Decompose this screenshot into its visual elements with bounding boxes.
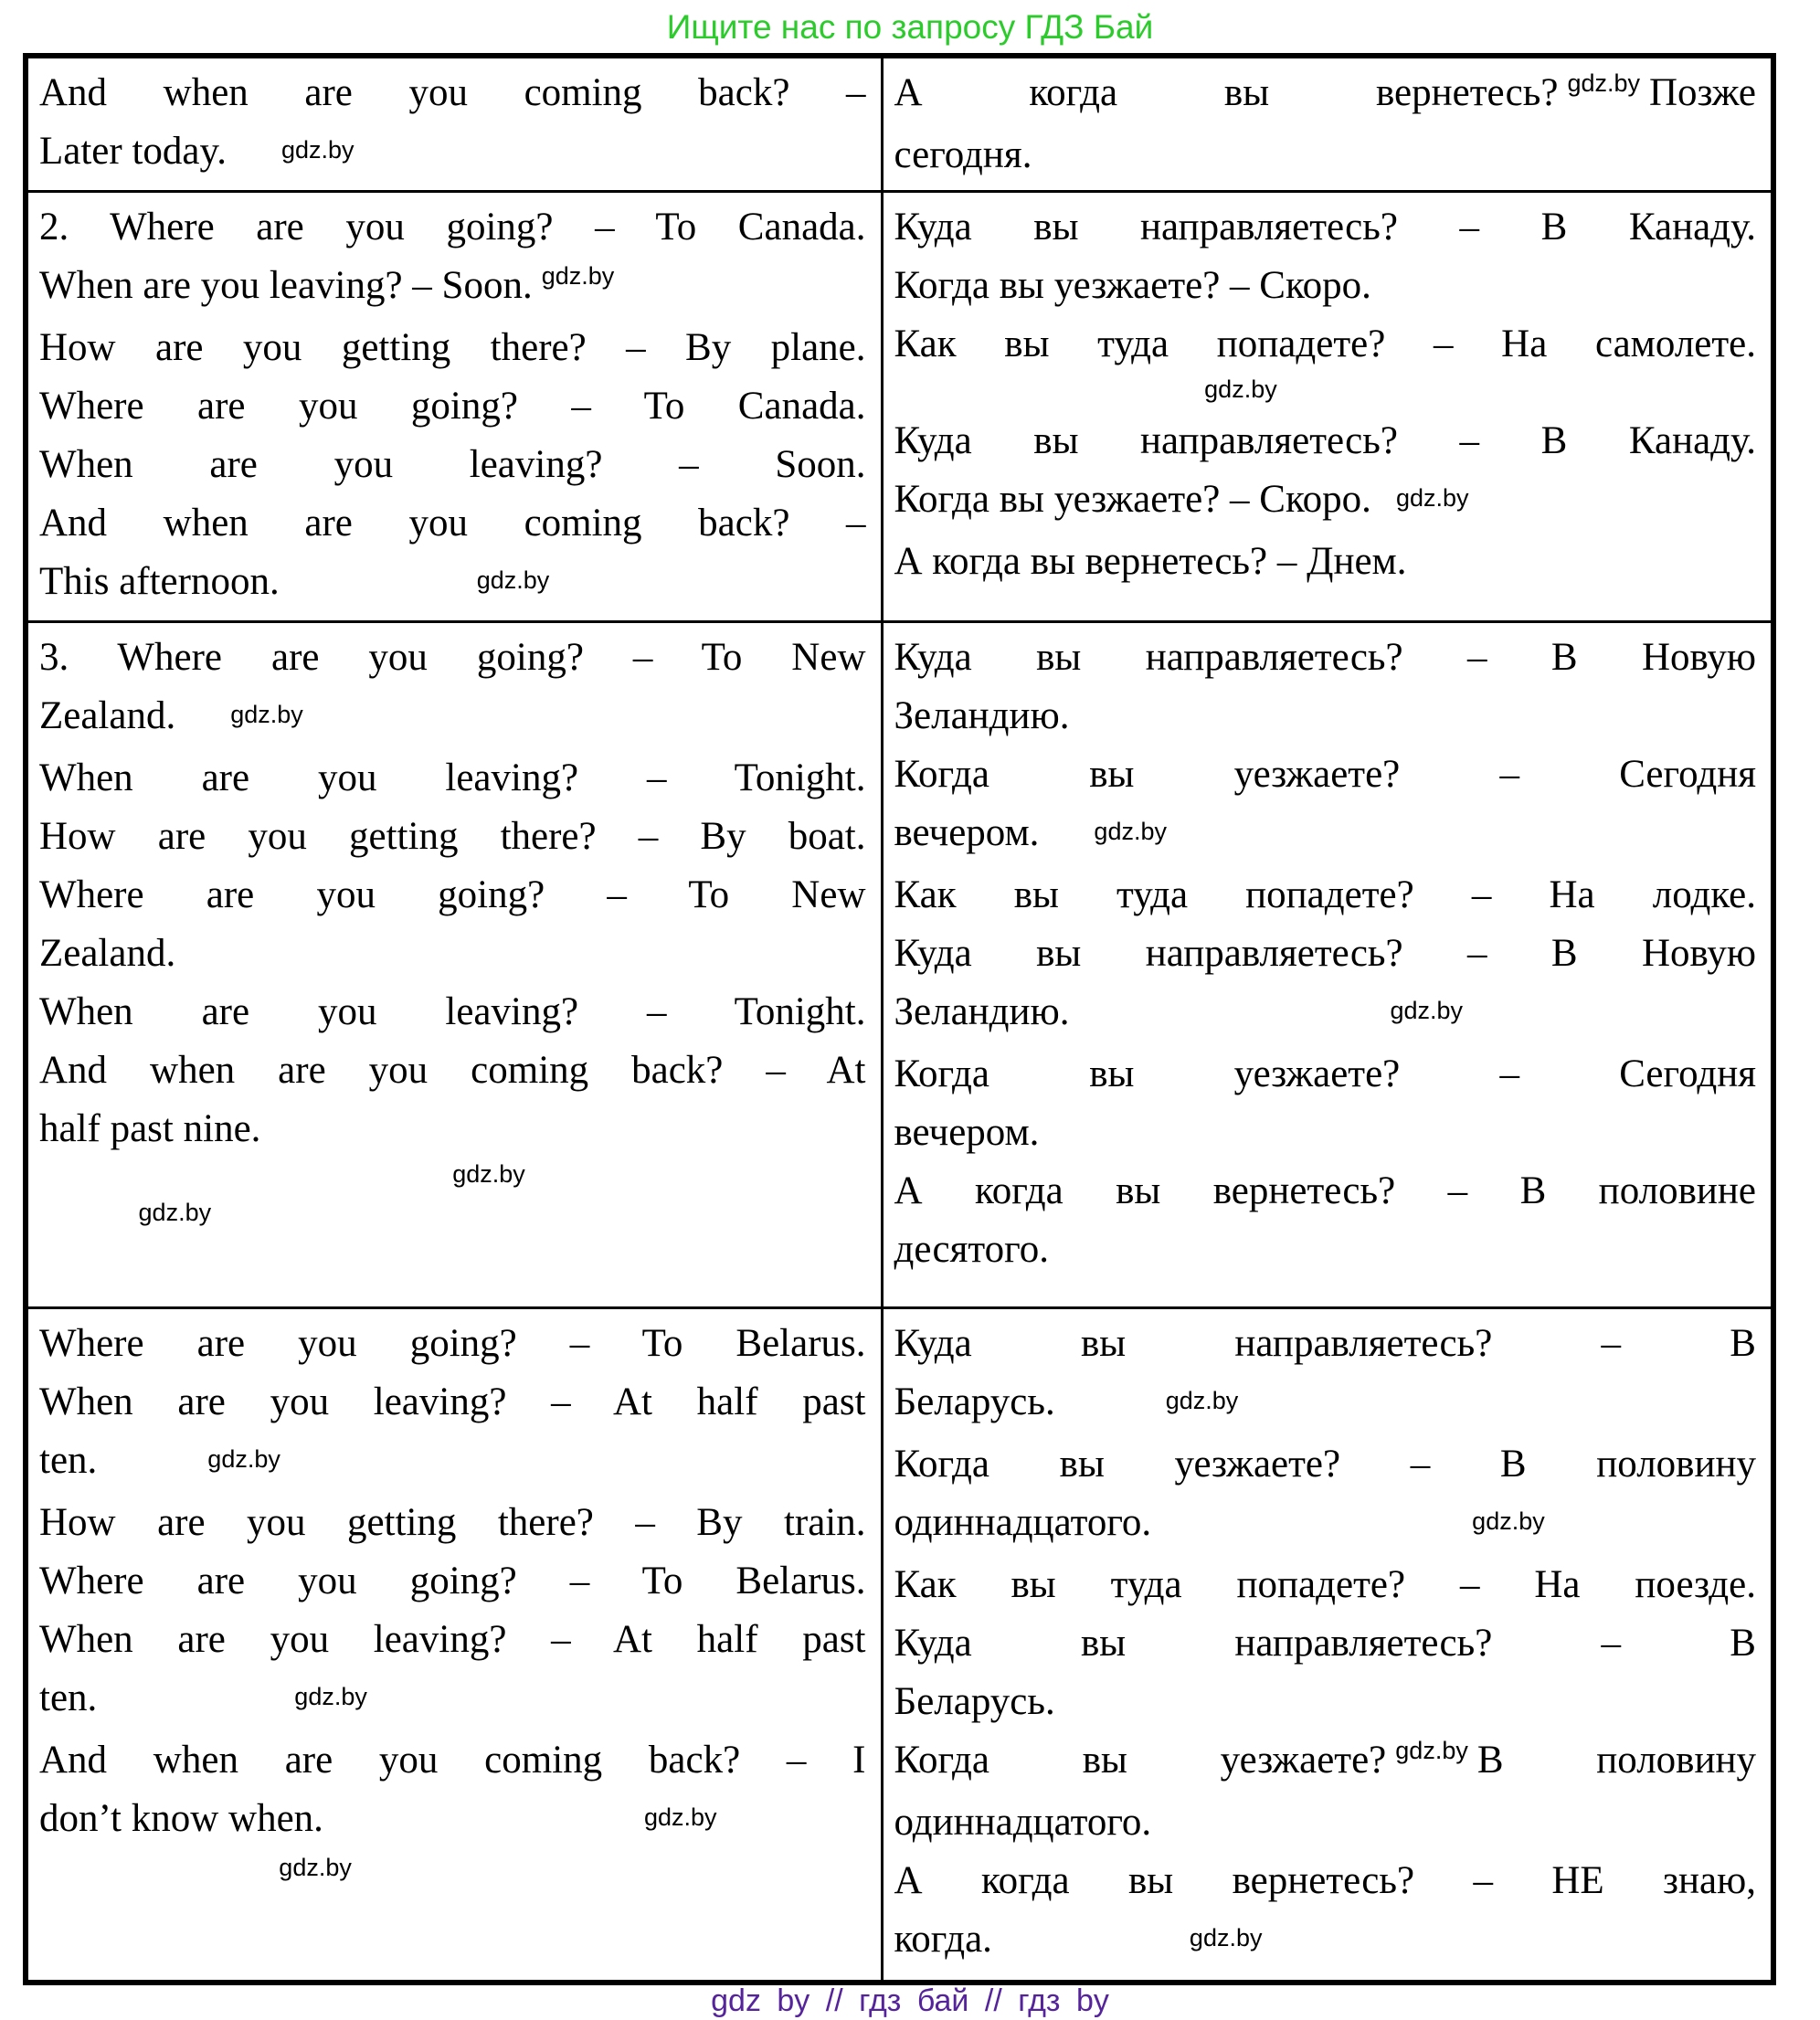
text-line	[39, 1315, 866, 1373]
text-line	[39, 494, 866, 553]
dialogue-text: And when are you coming back? –	[39, 502, 866, 545]
dialogue-text: How are you getting there? – By train.	[39, 1501, 866, 1544]
text-line	[894, 925, 1757, 983]
gdz-watermark: gdz.by	[294, 1683, 367, 1710]
text-line	[39, 866, 866, 925]
text-line	[894, 1162, 1757, 1221]
gdz-watermark: gdz.by	[541, 262, 615, 290]
dialogue-text: Куда вы направляетесь? – В	[894, 1322, 1756, 1365]
dialogue-text: одиннадцатого.	[894, 1801, 1152, 1844]
dialogue-text: Как вы туда попадете? – На лодке.	[894, 873, 1756, 916]
dialogue-text: And when are you coming back? –	[39, 71, 866, 114]
dialogue-text: Where are you going? – To New	[39, 873, 866, 916]
text-line	[39, 983, 866, 1042]
text-line	[894, 866, 1757, 925]
dialogue-text: Куда вы направляетесь? – В Новую	[894, 636, 1756, 679]
gdz-watermark: gdz.by	[1390, 997, 1464, 1024]
text-line	[39, 1432, 866, 1494]
text-line	[39, 257, 866, 319]
dialogue-text: half past nine.	[39, 1107, 261, 1150]
text-line	[894, 983, 1757, 1045]
text-line	[894, 1373, 1757, 1435]
text-line	[894, 64, 1757, 126]
dialogue-text: How are you getting there? – By plane.	[39, 326, 866, 369]
dialogue-text: А когда вы вернетесь?	[894, 71, 1559, 114]
gdz-watermark: gdz.by	[1094, 818, 1167, 845]
text-line	[894, 374, 1757, 412]
text-line	[894, 1731, 1757, 1793]
gdz-watermark: gdz.by	[1165, 1387, 1239, 1414]
dialogue-text: How are you getting there? – By boat.	[39, 815, 866, 858]
text-line	[894, 1494, 1757, 1556]
text-line	[894, 746, 1757, 804]
dialogue-text: сегодня.	[894, 133, 1032, 176]
text-line	[894, 1435, 1757, 1494]
cell-english-dialogue	[26, 622, 882, 1308]
text-line	[39, 629, 866, 687]
dialogue-text: When are you leaving? – Soon.	[39, 443, 866, 486]
dialogue-text: ten.	[39, 1439, 98, 1482]
text-line	[894, 198, 1757, 257]
text-line	[39, 1552, 866, 1611]
text-line	[39, 1373, 866, 1432]
text-line	[39, 1731, 866, 1790]
text-line	[894, 1793, 1757, 1852]
text-line	[894, 1315, 1757, 1373]
text-line	[39, 1100, 866, 1158]
text-line	[39, 198, 866, 257]
gdz-watermark: gdz.by	[476, 566, 550, 594]
table-row	[26, 622, 1773, 1308]
gdz-watermark: gdz.by	[1472, 1507, 1545, 1535]
dialogue-text: Беларусь.	[894, 1680, 1055, 1723]
dialogue-text: Беларусь.	[894, 1380, 1055, 1423]
dialogue-text: Зеландию.	[894, 990, 1070, 1033]
dialogue-text: ten.	[39, 1676, 98, 1719]
text-line	[894, 315, 1757, 374]
text-line	[39, 122, 866, 185]
text-line	[894, 471, 1757, 533]
text-line	[39, 1790, 866, 1852]
text-line	[894, 687, 1757, 746]
text-line	[894, 1221, 1757, 1279]
dialogue-text: don’t know when.	[39, 1797, 323, 1840]
dialogue-text: Куда вы направляетесь? – В Новую	[894, 932, 1756, 975]
dialogue-text: А когда вы вернетесь? – В половине	[894, 1169, 1756, 1212]
dialogue-text: Когда вы уезжаете? – В половину	[894, 1443, 1756, 1486]
gdz-watermark: gdz.by	[643, 1803, 717, 1831]
text-line	[39, 377, 866, 436]
text-line	[39, 687, 866, 749]
dialogue-text: This afternoon.	[39, 560, 280, 603]
dialogue-text: And when are you coming back? – I	[39, 1739, 866, 1782]
text-line	[39, 1042, 866, 1100]
dialogue-text: When are you leaving? – At half past	[39, 1618, 866, 1661]
text-line	[39, 808, 866, 866]
dialogue-text: десятого.	[894, 1228, 1049, 1271]
dialogue-text: Where are you going? – To Canada.	[39, 385, 866, 428]
gdz-watermark: gdz.by	[207, 1445, 280, 1473]
dialogue-text: Как вы туда попадете? – На поезде.	[894, 1563, 1756, 1606]
dialogue-text: вечером.	[894, 811, 1040, 854]
dialogue-text: Zealand.	[39, 694, 176, 737]
dialogue-text: Когда вы уезжаете?	[894, 1739, 1387, 1782]
text-line	[894, 412, 1757, 471]
text-line	[39, 1852, 866, 1890]
dialogue-text: Когда вы уезжаете? – Сегодня	[894, 1052, 1756, 1095]
gdz-watermark: gdz.by	[280, 136, 354, 164]
dialogue-text: Куда вы направляетесь? – В Канаду.	[894, 206, 1756, 249]
gdz-watermark: gdz.by	[1204, 375, 1277, 403]
gdz-watermark: gdz.by	[1567, 69, 1640, 97]
gdz-watermark: gdz.by	[230, 701, 303, 728]
dialogue-text: 3. Where are you going? – To New	[39, 636, 866, 679]
dialogue-text: А когда вы вернетесь? – Днем.	[894, 540, 1407, 583]
dialogue-text: В половину	[1476, 1739, 1756, 1782]
text-line	[894, 1556, 1757, 1614]
table-row	[26, 192, 1773, 622]
header-search-hint: Ищите нас по запросу ГДЗ Бай	[666, 8, 1154, 46]
gdz-watermark: gdz.by	[1395, 1737, 1468, 1764]
text-line	[894, 126, 1757, 185]
gdz-watermark: gdz.by	[1395, 484, 1469, 512]
dialogue-text: When are you leaving? – Tonight.	[39, 990, 866, 1033]
dialogue-text: Zealand.	[39, 932, 176, 975]
cell-english-dialogue	[26, 192, 882, 622]
dialogue-text: And when are you coming back? – At	[39, 1049, 866, 1092]
dialogue-text: When are you leaving? – Soon.	[39, 264, 533, 307]
dialogue-text: вечером.	[894, 1111, 1040, 1154]
dialogue-text: одиннадцатого.	[894, 1501, 1152, 1544]
dialogue-text: когда.	[894, 1918, 992, 1961]
dialogue-text: When are you leaving? – Tonight.	[39, 756, 866, 799]
dialogue-text: Where are you going? – To Belarus.	[39, 1560, 866, 1602]
text-line	[894, 257, 1757, 315]
text-line	[39, 64, 866, 122]
cell-russian-translation	[882, 622, 1773, 1308]
text-line	[894, 1852, 1757, 1910]
gdz-watermark: gdz.by	[452, 1160, 525, 1188]
text-line	[894, 533, 1757, 591]
dialogue-text: When are you leaving? – At half past	[39, 1380, 866, 1423]
table-row	[26, 56, 1773, 192]
text-line	[39, 1494, 866, 1552]
dialogue-text: Later today.	[39, 130, 227, 173]
table-row	[26, 1308, 1773, 1983]
dialogue-text: Куда вы направляетесь? – В Канаду.	[894, 419, 1756, 462]
cell-russian-translation	[882, 1308, 1773, 1983]
text-line	[894, 1614, 1757, 1673]
text-line	[894, 804, 1757, 866]
text-line	[39, 1611, 866, 1669]
text-line	[894, 629, 1757, 687]
text-line	[39, 749, 866, 808]
dialogue-text: Когда вы уезжаете? – Сегодня	[894, 753, 1756, 796]
cell-english-dialogue	[26, 56, 882, 192]
dialogue-text: А когда вы вернетесь? – НЕ знаю,	[894, 1859, 1756, 1902]
gdz-watermark: gdz.by	[138, 1199, 212, 1226]
dialogue-text: Позже	[1649, 71, 1756, 114]
text-line	[39, 1669, 866, 1731]
text-line	[894, 1673, 1757, 1731]
dialogue-text: Where are you going? – To Belarus.	[39, 1322, 866, 1365]
dialogue-text: Куда вы направляетесь? – В	[894, 1622, 1756, 1665]
dialogue-text: Когда вы уезжаете? – Скоро.	[894, 478, 1371, 521]
text-line	[894, 1910, 1757, 1972]
text-line	[894, 1045, 1757, 1104]
text-line	[39, 436, 866, 494]
text-line	[39, 1197, 866, 1235]
text-line	[39, 1158, 866, 1197]
cell-russian-translation	[882, 192, 1773, 622]
dialogue-text: Когда вы уезжаете? – Скоро.	[894, 264, 1371, 307]
text-line	[39, 319, 866, 377]
gdz-watermark: gdz.by	[1189, 1924, 1263, 1951]
answers-table	[23, 53, 1776, 1985]
dialogue-text: Зеландию.	[894, 694, 1070, 737]
answers-table-body	[26, 56, 1773, 1983]
cell-english-dialogue	[26, 1308, 882, 1983]
gdz-watermark: gdz.by	[279, 1854, 352, 1881]
text-line	[894, 1104, 1757, 1162]
text-line	[39, 553, 866, 615]
cell-russian-translation	[882, 56, 1773, 192]
text-line	[39, 925, 866, 983]
dialogue-text: 2. Where are you going? – To Canada.	[39, 206, 866, 249]
footer-site-credit: gdz by // гдз бай // гдз by	[711, 1983, 1109, 2018]
dialogue-text: Как вы туда попадете? – На самолете.	[894, 323, 1756, 365]
